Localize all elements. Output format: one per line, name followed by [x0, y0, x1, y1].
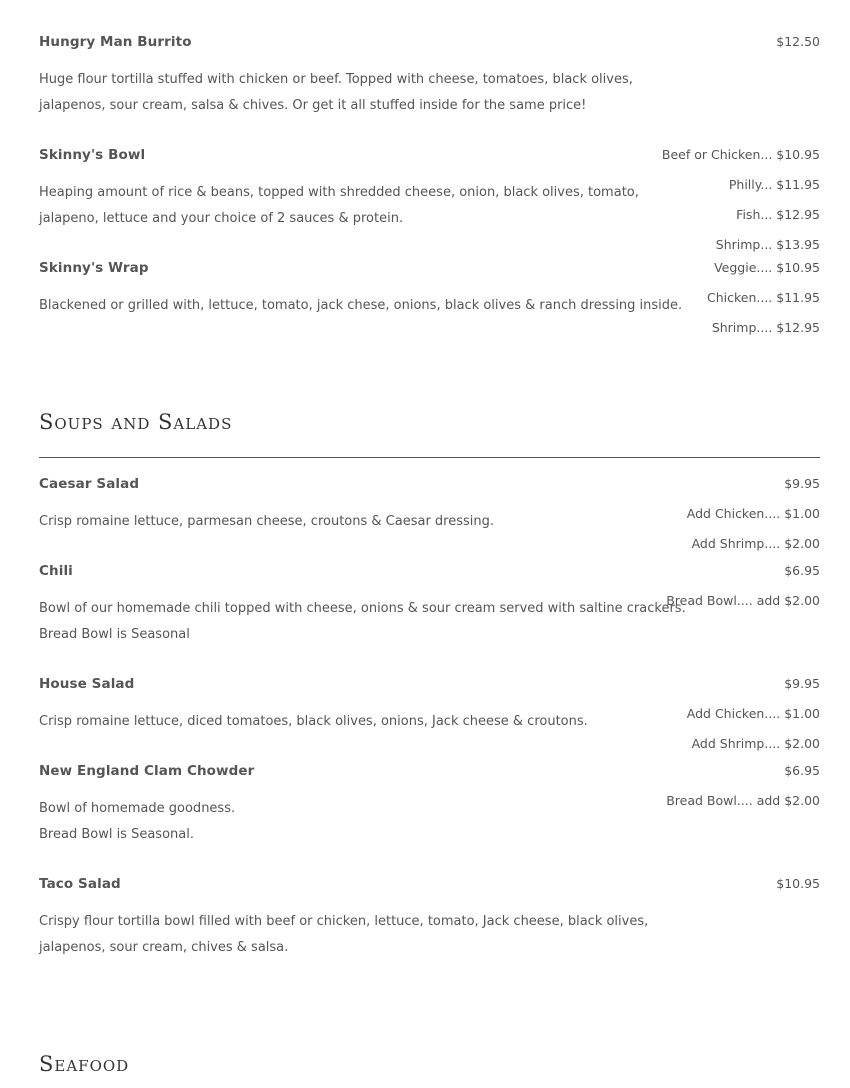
item-prices — [662, 147, 820, 267]
item-price: Shrimp.... $12.95 — [711, 320, 820, 335]
item-name: Chili — [39, 563, 73, 579]
item-description: Huge flour tortilla stuffed with chicken or beef. Topped with cheese, tomatoes, black olives, jalapenos, sour cream, salsa & chives. Or get it all stuffed inside for the same price! — [39, 72, 633, 113]
item-price: Beef or Chicken... $10.95 — [661, 147, 820, 162]
item-name: Skinny's Bowl — [39, 147, 146, 163]
item-prices — [776, 34, 820, 64]
item-price: $10.95 — [776, 876, 820, 891]
item-price: Shrimp... $13.95 — [715, 237, 820, 252]
item-price: $9.95 — [784, 676, 820, 691]
item-description: Bowl of homemade goodness. Bread Bowl is Seasonal. — [39, 801, 236, 842]
item-price: Philly... $11.95 — [728, 177, 820, 192]
item-price: $12.50 — [776, 34, 820, 49]
item-prices — [666, 563, 820, 623]
item-name: House Salad — [39, 676, 135, 692]
item-prices — [666, 763, 820, 823]
item-price: Veggie.... $10.95 — [714, 260, 820, 275]
item-name: New England Clam Chowder — [39, 763, 255, 779]
item-price: $6.95 — [784, 763, 820, 778]
item-price: Add Chicken.... $1.00 — [686, 506, 820, 521]
item-description: Crispy flour tortilla bowl filled with beef or chicken, lettuce, tomato, Jack cheese, black olives, jalapenos, sour cream, chives & salsa. — [39, 914, 649, 955]
item-prices — [687, 676, 820, 766]
item-name: Skinny's Wrap — [39, 260, 149, 276]
item-description: Crisp romaine lettuce, parmesan cheese, croutons & Caesar dressing. — [39, 514, 495, 529]
item-prices — [687, 476, 820, 566]
item-price: Add Shrimp.... $2.00 — [691, 536, 820, 551]
item-description: Blackened or grilled with, lettuce, tomato, jack chese, onions, black olives & ranch dressing inside. — [39, 298, 683, 313]
item-prices — [776, 876, 820, 906]
item-description: Bowl of our homemade chili topped with cheese, onions & sour cream served with saltine crackers. Bread Bowl is Seasonal — [39, 601, 686, 642]
item-price: $6.95 — [784, 563, 820, 578]
item-price: $9.95 — [784, 476, 820, 491]
item-price: Add Chicken.... $1.00 — [686, 706, 820, 721]
item-price: Chicken.... $11.95 — [706, 290, 820, 305]
item-description: Heaping amount of rice & beans, topped with shredded cheese, onion, black olives, tomato, jalapeno, lettuce and your choice of 2 sauces & protein. — [39, 185, 639, 226]
section-title-soups-and-salads: Soups and Salads — [39, 410, 233, 434]
item-name: Taco Salad — [39, 876, 121, 892]
item-name: Hungry Man Burrito — [39, 34, 192, 50]
item-price: Bread Bowl.... add $2.00 — [666, 793, 820, 808]
item-description: Crisp romaine lettuce, diced tomatoes, black olives, onions, Jack cheese & croutons. — [39, 714, 588, 729]
item-name: Caesar Salad — [39, 476, 140, 492]
section-title-seafood: Seafood — [39, 1052, 130, 1076]
item-price: Bread Bowl.... add $2.00 — [666, 593, 820, 608]
item-price: Add Shrimp.... $2.00 — [691, 736, 820, 751]
item-price: Fish... $12.95 — [736, 207, 820, 222]
section-divider — [39, 457, 820, 458]
item-prices — [707, 260, 820, 350]
